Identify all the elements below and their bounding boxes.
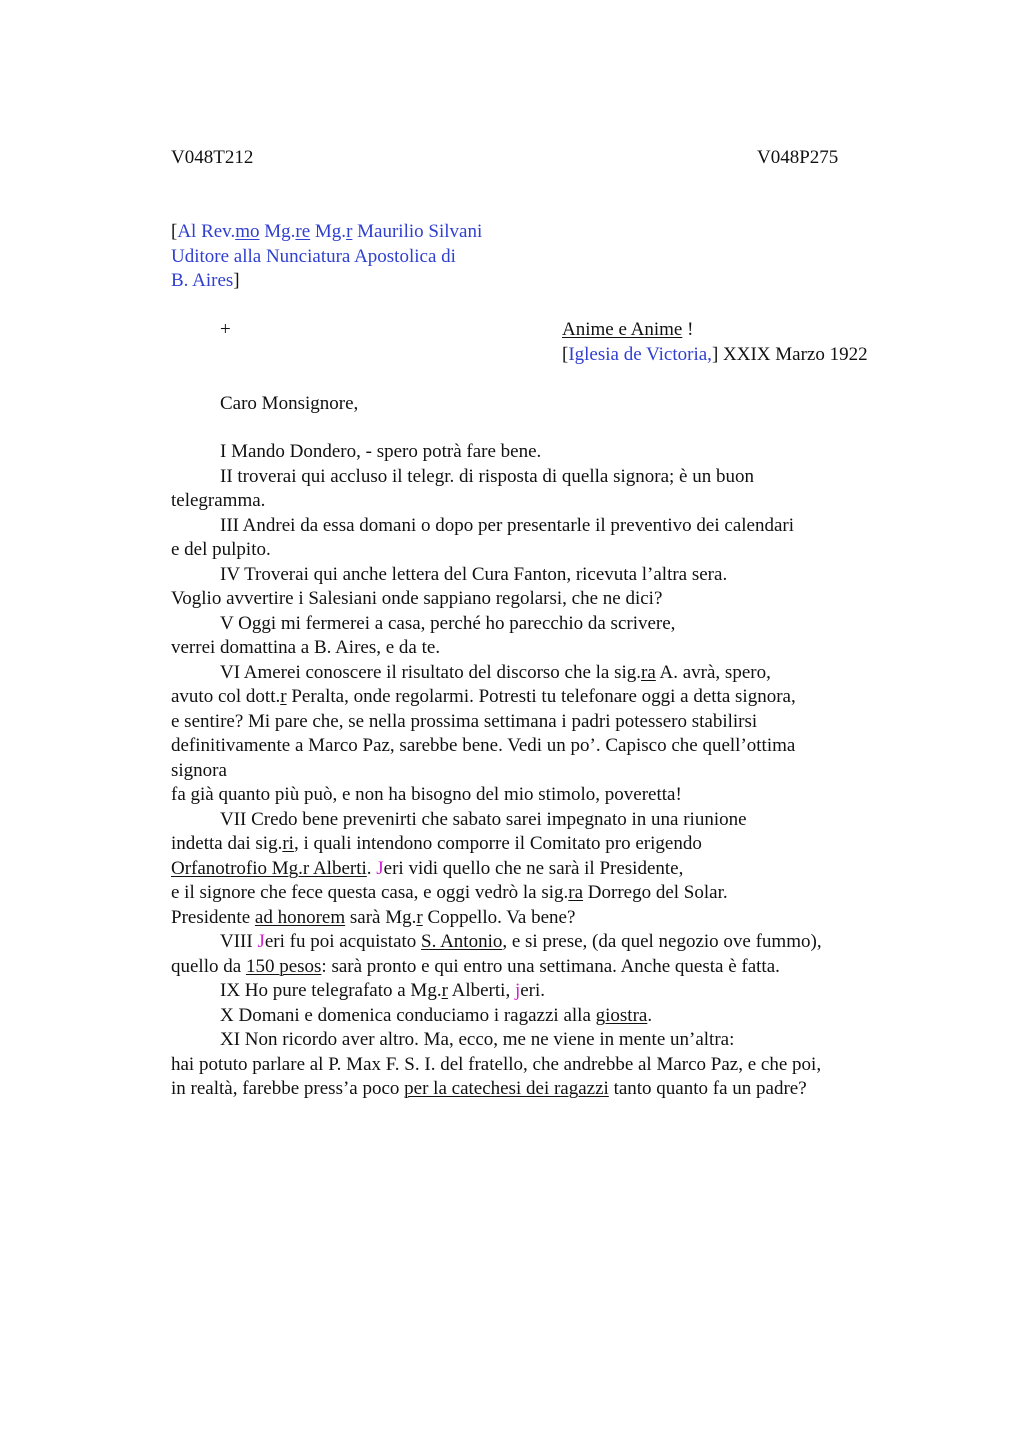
text-span: Dorrego del Solar. xyxy=(583,882,728,903)
text-span: X Domani e domenica conduciamo i ragazzi alla xyxy=(220,1004,596,1026)
text-span: eri fu poi acquistato xyxy=(264,931,422,952)
cross-symbol: + xyxy=(220,319,231,340)
paragraph-line xyxy=(171,979,891,1004)
text-span: VIII xyxy=(220,931,258,952)
paragraph-line: V Oggi mi fermerei a casa, perché ho parecchio da scrivere, xyxy=(220,612,676,634)
abbr-r: r xyxy=(280,686,287,707)
salutation: Caro Monsignore, xyxy=(220,393,359,414)
abbr-r: r xyxy=(346,221,353,242)
paragraph-line: II troverai qui accluso il telegr. di risposta di quella signora; è un buon xyxy=(220,465,754,487)
place: Iglesia de Victoria, xyxy=(568,343,712,365)
document-code-left: V048T212 xyxy=(171,147,254,168)
text-span: eri vidi quello che ne sarà il Presidente, xyxy=(383,857,684,879)
text-span: , e si prese, (da quel negozio ove fummo), xyxy=(502,931,822,952)
paragraph-line: XI Non ricordo aver altro. Ma, ecco, me ne viene in mente un’altra: xyxy=(220,1029,735,1050)
paragraph-line xyxy=(171,832,891,857)
addressee-mg-2: Mg. xyxy=(310,221,347,242)
letter-body xyxy=(171,440,891,1102)
correction-letter: J xyxy=(257,931,265,952)
bracket-close: ] xyxy=(711,343,719,365)
abbr-ra: ra xyxy=(568,882,584,903)
text-span: eri. xyxy=(520,980,546,1001)
motto-text: Anime e Anime xyxy=(562,319,683,340)
place-date xyxy=(562,343,868,368)
bracket-close: ] xyxy=(233,270,240,291)
paragraph-line: III Andrei da essa domani o dopo per presentarle il preventivo dei calendari xyxy=(220,514,795,536)
addressee-mg: Mg. xyxy=(259,221,296,242)
underlined-pesos: 150 pesos xyxy=(245,955,322,977)
text-span: . xyxy=(647,1004,653,1026)
bracket-open: [ xyxy=(171,221,178,242)
paragraph-line xyxy=(171,906,891,931)
abbr-r: r xyxy=(416,906,423,928)
addressee-line-1 xyxy=(171,220,482,245)
underlined-catechesi: per la catechesi dei ragazzi xyxy=(404,1078,609,1099)
paragraph-line: telegramma. xyxy=(171,490,266,511)
text-span: avuto col dott. xyxy=(171,686,281,707)
paragraph-line xyxy=(171,661,891,686)
text-span: IX Ho pure telegrafato a Mg. xyxy=(220,980,442,1001)
paragraph-line: definitivamente a Marco Paz, sarebbe bene. Vedi un po’. Capisco che quell’ottima xyxy=(171,735,796,756)
text-span: indetta dai sig. xyxy=(171,833,283,854)
underlined-orfanotrofio: Orfanotrofio Mg.r Alberti xyxy=(171,857,367,879)
correction-letter: J xyxy=(376,857,384,879)
text-span: Alberti, xyxy=(447,980,515,1001)
date: XXIX Marzo 1922 xyxy=(718,343,868,365)
addressee-line-3 xyxy=(171,269,240,294)
abbr-r: r xyxy=(441,980,448,1001)
paragraph-line: fa già quanto più può, e non ha bisogno del mio stimolo, poveretta! xyxy=(171,784,682,805)
paragraph-line: VII Credo bene prevenirti che sabato sarei impegnato in una riunione xyxy=(220,808,747,830)
paragraph-line xyxy=(171,881,891,906)
abbr-mo: mo xyxy=(235,221,260,242)
document-code-right: V048P275 xyxy=(757,147,839,168)
text-span: in realtà, farebbe press’a poco xyxy=(171,1078,405,1099)
text-span: . xyxy=(366,857,377,879)
text-span: , i quali intendono comporre il Comitato pro erigendo xyxy=(293,833,702,854)
underlined-s-antonio: S. Antonio xyxy=(421,931,503,952)
text-span: e il signore che fece questa casa, e oggi vedrò la sig. xyxy=(171,882,569,903)
addressee-name: Maurilio Silvani xyxy=(352,221,483,242)
motto xyxy=(562,318,693,343)
abbr-re: re xyxy=(295,221,311,242)
paragraph-line: signora xyxy=(171,759,227,781)
correction-letter: j xyxy=(514,980,521,1001)
paragraph-line xyxy=(171,930,891,955)
paragraph-line xyxy=(171,955,891,980)
paragraph-line xyxy=(171,1004,891,1029)
text-span: Peralta, onde regolarmi. Potresti tu telefonare oggi a detta signora, xyxy=(286,686,796,707)
addressee-title: Al Rev. xyxy=(177,221,236,242)
paragraph-line: e del pulpito. xyxy=(171,539,271,560)
text-span: : sarà pronto e qui entro una settimana. Anche questa è fatta. xyxy=(321,955,780,977)
paragraph-line: IV Troverai qui anche lettera del Cura Fanton, ricevuta l’altra sera. xyxy=(220,563,728,585)
paragraph-line xyxy=(171,857,891,882)
paragraph-line: verrei domattina a B. Aires, e da te. xyxy=(171,637,441,658)
underlined-ad-honorem: ad honorem xyxy=(254,906,346,928)
text-span: tanto quanto fa un padre? xyxy=(608,1078,807,1099)
paragraph-line xyxy=(171,1077,891,1102)
paragraph-line: Voglio avvertire i Salesiani onde sappiano regolarsi, che ne dici? xyxy=(171,588,663,609)
bracket-open: [ xyxy=(562,343,569,365)
text-span: A. avrà, spero, xyxy=(655,661,771,683)
addressee-line-2: Uditore alla Nunciatura Apostolica di xyxy=(171,245,456,267)
paragraph-line: hai potuto parlare al P. Max F. S. I. del fratello, che andrebbe al Marco Paz, e che poi, xyxy=(171,1053,822,1075)
text-span: sarà Mg. xyxy=(345,906,417,928)
text-span: Coppello. Va bene? xyxy=(422,906,576,928)
paragraph-line: e sentire? Mi pare che, se nella prossima settimana i padri potessero stabilirsi xyxy=(171,710,758,732)
abbr-ra: ra xyxy=(641,661,656,683)
underlined-giostra: giostra xyxy=(595,1004,648,1026)
paragraph-line xyxy=(171,685,891,710)
text-span: Presidente xyxy=(171,906,255,928)
paragraph-line: I Mando Dondero, - spero potrà fare bene. xyxy=(220,441,542,462)
addressee-city: B. Aires xyxy=(171,270,234,291)
text-span: VI Amerei conoscere il risultato del discorso che la sig. xyxy=(220,661,642,683)
motto-exclamation: ! xyxy=(682,319,694,340)
abbr-ri: ri xyxy=(282,833,294,854)
text-span: quello da xyxy=(171,955,246,977)
